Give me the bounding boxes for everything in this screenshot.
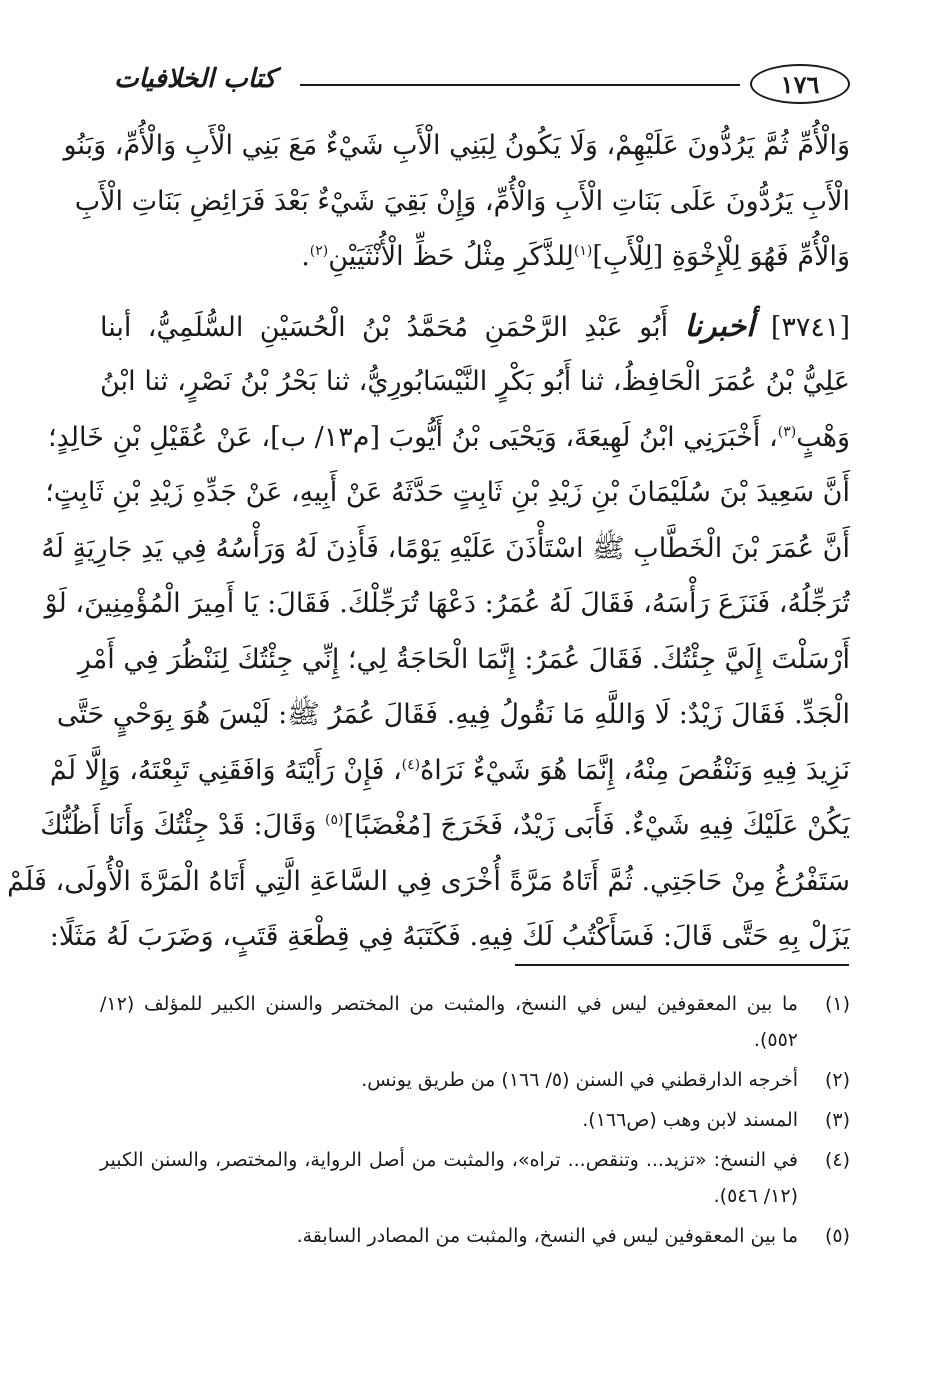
text-line	[49, 743, 850, 799]
footnote-separator	[515, 964, 849, 966]
text-line: يَزَلْ بِهِ حَتَّى قَالَ: فَسَأَكْتُبُ لَكَ فِيهِ. فَكَتَبَهُ فِي قِطْعَةِ قَتَبٍ، وَضَرَبَ لَهُ مَثَلًا:	[49, 921, 850, 952]
footnote-text: المسند لابن وهب (ص١٦٦).	[582, 1109, 798, 1131]
footnote-text: ما بين المعقوفين ليس في النسخ، والمثبت من المصادر السابقة.	[296, 1225, 798, 1247]
text-line: أَنَّ عُمَرَ بْنَ الْخَطَّابِ ﷺ اسْتَأْذَنَ عَلَيْهِ يَوْمًا، فَأَذِنَ لَهُ وَرَأْسُهُ فِي يَدِ جَارِيَةٍ لَهُ	[41, 532, 850, 564]
text-fragment: وَهْبٍ	[796, 421, 850, 453]
footnote-ref: (٥)	[324, 812, 344, 828]
text-line: أَرْسَلْتَ إِلَيَّ جِئْتُكَ. فَقَالَ عُمَرُ: إِنَّمَا الْحَاجَةُ لِي؛ إِنِّي جِئْتُكَ لِنَنْظُرَ فِي أَمْرِ	[77, 643, 850, 675]
header-rule	[300, 84, 740, 86]
footnotes	[100, 986, 850, 1258]
text-fragment: وَقَالَ: قَدْ جِئْتُكَ وَأَنَا أَظُنُّكَ	[40, 810, 325, 841]
footnote-item	[100, 986, 850, 1058]
text-fragment: لِلذَّكَرِ مِثْلُ حَظِّ الْأُنْثَيَيْنِ	[328, 241, 574, 272]
text-fragment: نَزِيدَ فِيهِ وَنَنْقُصَ مِنْهُ، إِنَّمَا هُوَ شَيْءٌ نَرَاهُ	[420, 754, 850, 786]
text-line	[100, 229, 850, 285]
footnote-text: أخرجه الدارقطني في السنن (٥/ ١٦٦) من طريق يونس.	[361, 1069, 798, 1091]
text-fragment: وَالْأُمِّ فَهُوَ لِلْإِخْوَةِ [لِلْأَبِ]	[592, 241, 850, 272]
text-line: الْجَدِّ. فَقَالَ زَيْدٌ: لَا وَاللَّهِ مَا نَقُولُ فِيهِ. فَقَالَ عُمَرُ ﷺ: لَيْسَ هُوَ بِوَحْيٍ حَتَّى	[56, 699, 850, 730]
text-line: تُرَجِّلُهُ، فَنَزَعَ رَأْسَهُ، فَقَالَ لَهُ عُمَرُ: دَعْهَا تُرَجِّلْكَ. فَقَالَ: يَا أَمِيرَ الْمُؤْمِنِينَ، لَوْ	[44, 588, 850, 619]
footnote-ref: (٤)	[401, 756, 421, 773]
text-line: عَلِيُّ بْنُ عُمَرَ الْحَافِظُ، ثنا أَبُو بَكْرٍ النَّيْسَابُورِيُّ، ثنا بَحْرُ بْنُ نَصْرٍ، ثنا ابْنُ	[100, 366, 850, 397]
book-title: كتاب الخلافيات	[114, 64, 276, 94]
text-line: أَنَّ سَعِيدَ بْنَ سُلَيْمَانَ بْنِ زَيْدِ بْنِ ثَابِتٍ حَدَّثَهُ عَنْ أَبِيهِ، عَنْ جَدِّهِ زَيْدِ بْنِ ثَابِتٍ؛	[45, 477, 850, 508]
footnote-item	[100, 1062, 850, 1098]
text-line	[48, 410, 850, 466]
text-fragment: يَكُنْ عَلَيْكَ فِيهِ شَيْءٌ. فَأَبَى زَيْدٌ، فَخَرَجَ [مُغْضَبًا]	[343, 810, 850, 841]
footnote-item	[100, 1142, 850, 1214]
hadith-number: [٣٧٤١]	[770, 311, 850, 343]
paragraph-gap	[100, 285, 850, 299]
text-fragment: ، فَإِنْ رَأَيْتَهُ وَافَقَنِي تَبِعْتَهُ، وَإِلَّا لَمْ	[49, 754, 402, 786]
text-fragment: ، أَخْبَرَنِي ابْنُ لَهِيعَةَ، وَيَحْيَى بْنُ أَيُّوبَ [م١٣/ ب]، عَنْ عُقَيْلِ بْنِ خَالِدٍ؛	[48, 421, 778, 453]
footnote-text: في النسخ: «تزيد... وتنقص... تراه»، والمثبت من أصل الرواية، والمختصر، والسنن الكبير (١٢/ ٥٤٦).	[100, 1149, 798, 1207]
text-line: وَالْأُمِّ ثُمَّ يَرُدُّونَ عَلَيْهِمْ، وَلَا يَكُونُ لِبَنِي الْأَبِ شَيْءٌ مَعَ بَنِي الْأَبِ وَالْأُمِّ، وَبَنُو	[63, 130, 850, 161]
footnote-ref: (٣)	[777, 423, 797, 440]
footnote-number: (٢)	[824, 1069, 850, 1091]
narration-keyword: أخبرنا	[684, 308, 755, 344]
page-number: ١٧٦	[750, 64, 850, 104]
text-fragment: أَبُو عَبْدِ الرَّحْمَنِ مُحَمَّدُ بْنُ الْحُسَيْنِ السُّلَمِيُّ، أبنا	[100, 311, 669, 343]
text-line	[100, 299, 850, 355]
text-fragment: .	[301, 241, 310, 272]
main-text	[7, 118, 850, 965]
footnote-item	[100, 1102, 850, 1138]
footnote-ref: (١)	[573, 243, 593, 259]
footnote-text: ما بين المعقوفين ليس في النسخ، والمثبت من المختصر والسنن الكبير للمؤلف (١٢/ ٥٥٢).	[100, 993, 798, 1051]
text-line: الْأَبِ يَرُدُّونَ عَلَى بَنَاتِ الْأَبِ وَالْأُمِّ، وَإِنْ بَقِيَ شَيْءٌ بَعْدَ فَرَائِضِ بَنَاتِ الْأَبِ	[74, 185, 850, 217]
text-line: سَتَفْرُغُ مِنْ حَاجَتِي. ثُمَّ أَتَاهُ مَرَّةً أُخْرَى فِي السَّاعَةِ الَّتِي أَتَاهُ الْمَرَّةَ الْأُولَى، فَلَمْ	[7, 865, 850, 897]
footnote-number: (٤)	[824, 1149, 850, 1171]
footnote-item	[100, 1218, 850, 1254]
page-header	[100, 58, 850, 106]
footnote-ref: (٢)	[309, 243, 329, 259]
footnote-number: (١)	[824, 993, 850, 1015]
text-line	[40, 798, 850, 854]
footnote-number: (٣)	[824, 1109, 850, 1131]
footnote-number: (٥)	[824, 1225, 850, 1247]
